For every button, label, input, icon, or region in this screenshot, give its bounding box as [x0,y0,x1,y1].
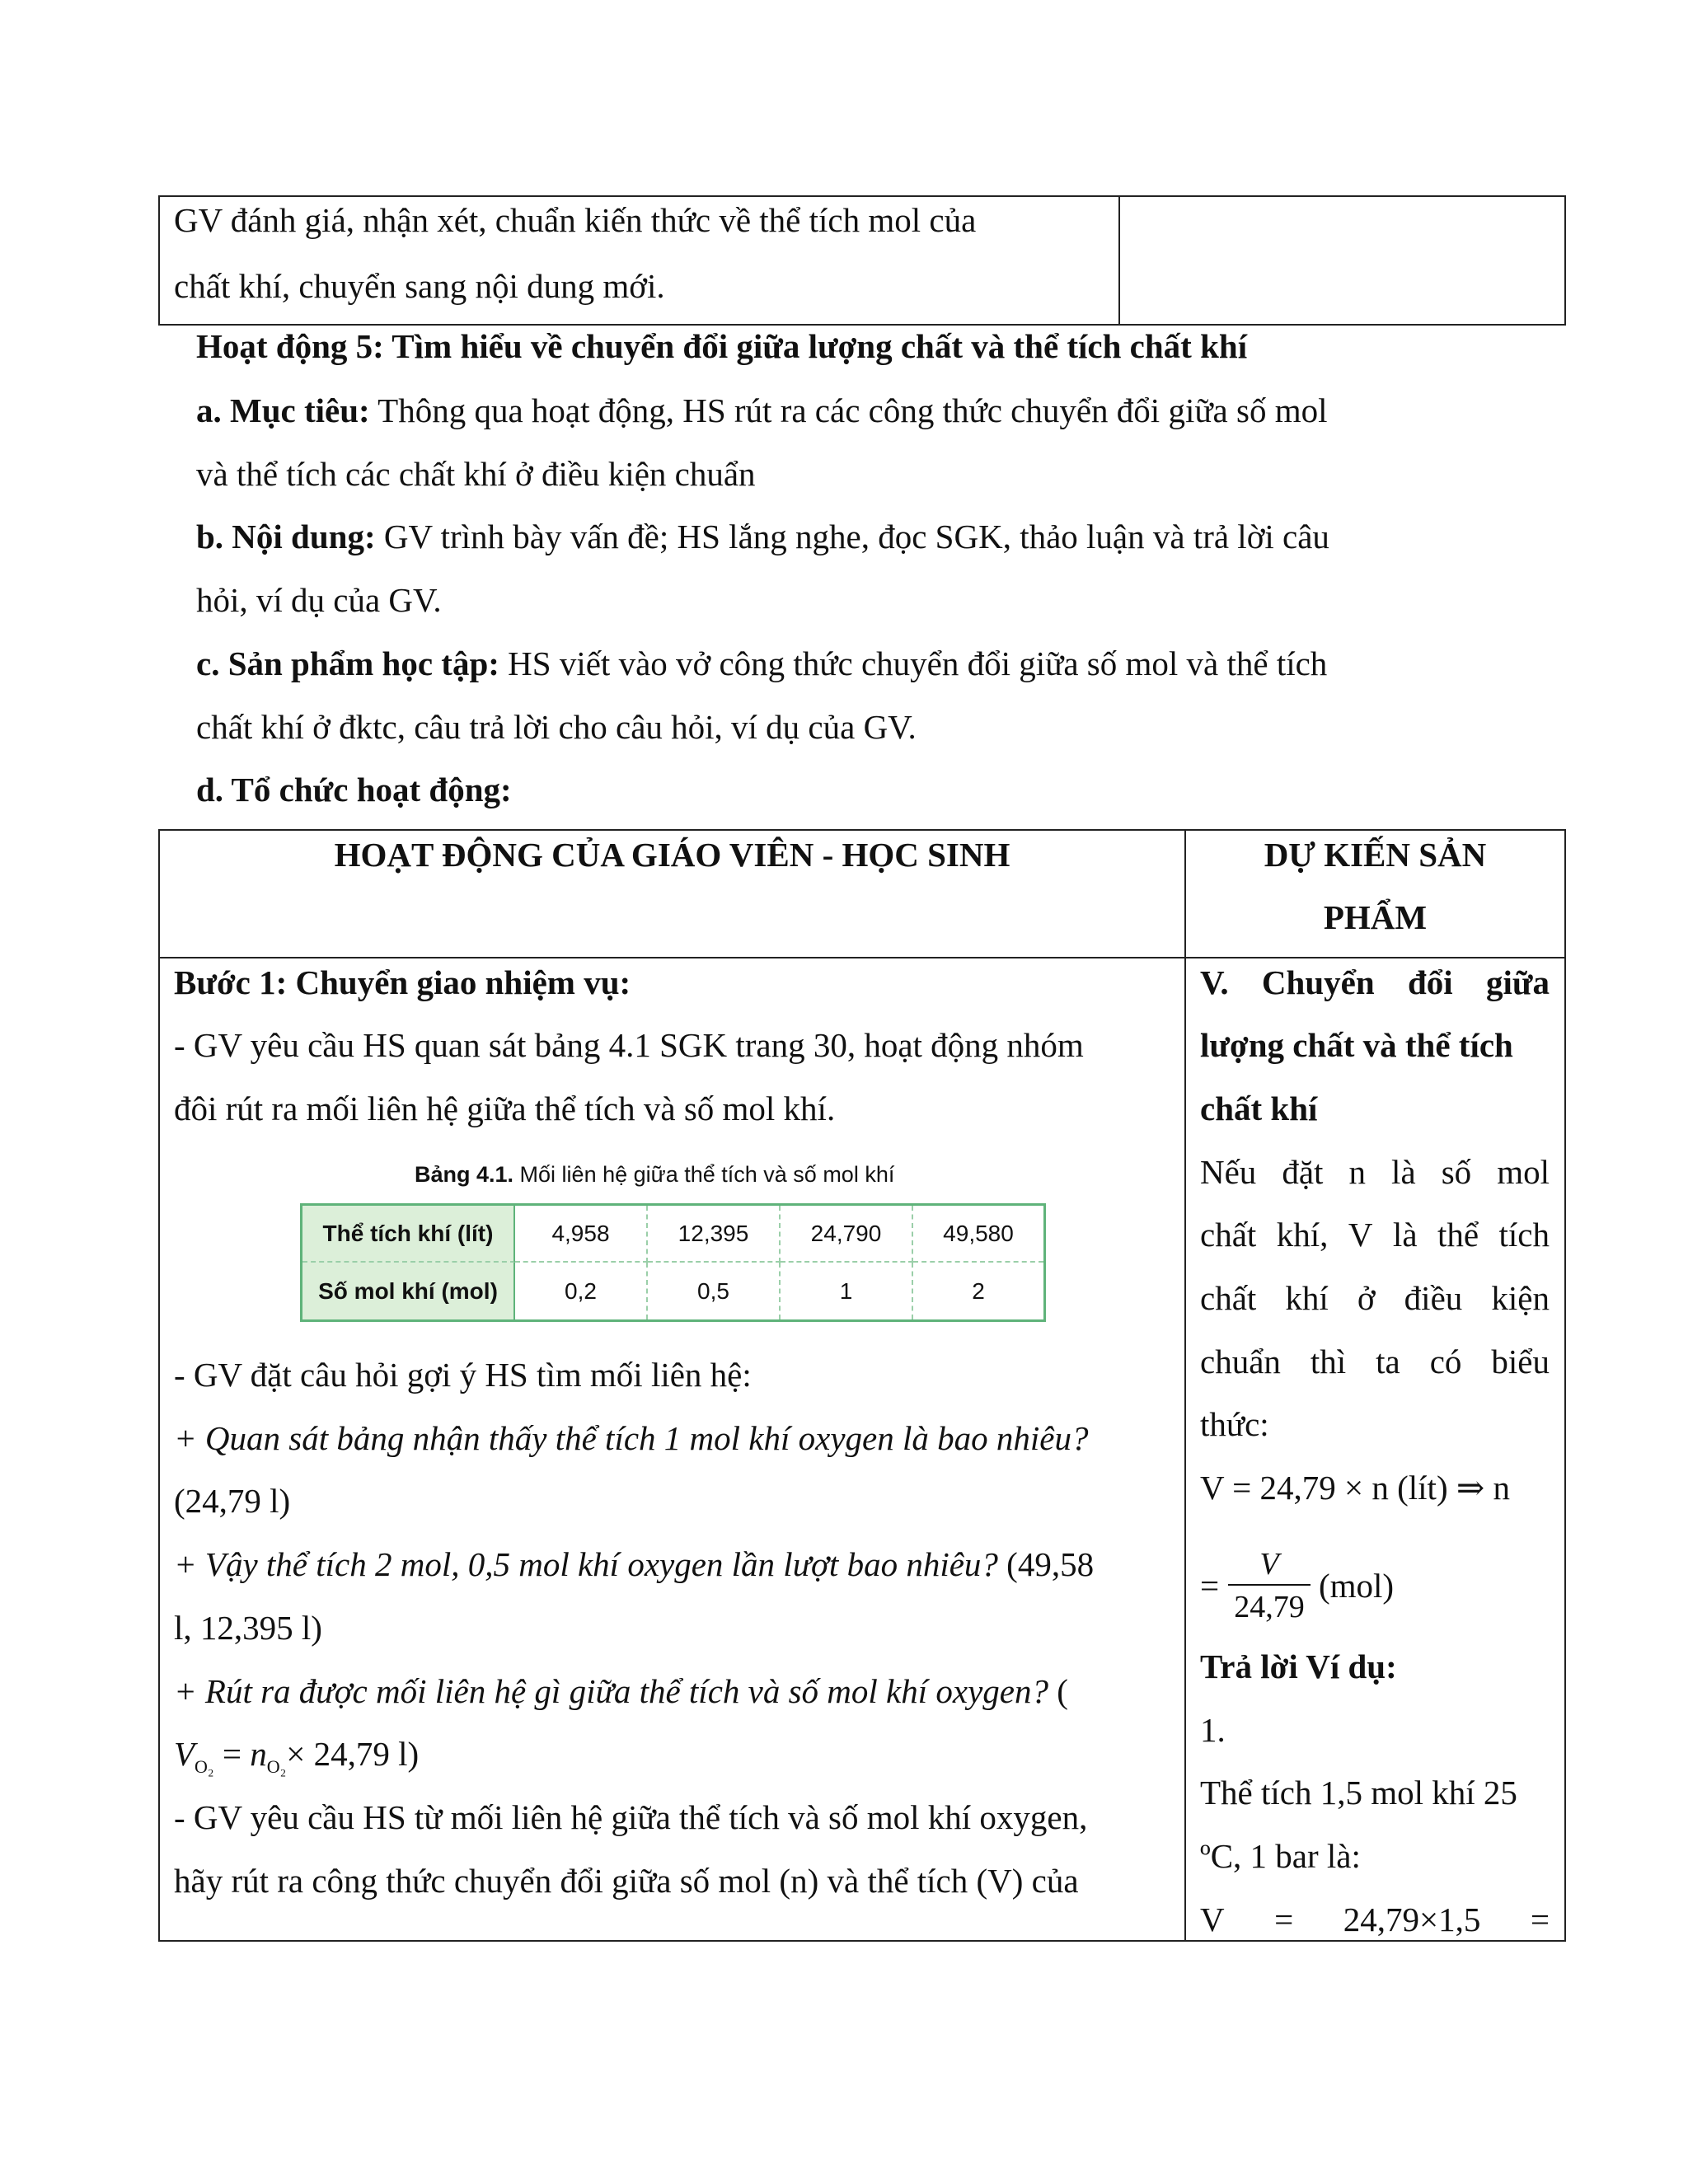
answer-1: (24,79 l) [174,1482,291,1520]
answer-3a: ( [1048,1672,1068,1710]
word: chất [1200,1279,1257,1317]
muc-tieu-line-1 [196,391,1328,429]
formula-n: n [250,1735,267,1773]
header-right-line-1: DỰ KIẾN SẢN [1264,836,1487,874]
word: chuẩn [1200,1343,1281,1380]
word: 24,79×1,5 [1343,1900,1481,1938]
word: thể [1437,1216,1479,1254]
word: là [1391,1153,1416,1191]
muc-tieu-label: a. Mục tiêu: [196,391,370,429]
question-3: + Rút ra được mối liên hệ gì giữa thể tích và số mol khí oxygen? [174,1672,1048,1710]
left-line-5: hãy rút ra công thức chuyển đổi giữa số mol (n) và thể tích (V) của [174,1862,1079,1900]
formula-fraction [1228,1546,1311,1629]
question-2-line [174,1545,1095,1583]
book-table-cell: 12,395 [648,1206,781,1263]
book-table-cell: 49,580 [913,1206,1043,1263]
word: ta [1376,1343,1400,1380]
word: = [1530,1900,1550,1938]
san-pham-line-2: chất khí ở đktc, câu trả lời cho câu hỏi, ví dụ của GV. [196,708,917,746]
word: V [1200,1900,1225,1938]
word: khí [1285,1279,1329,1317]
word: điều [1404,1279,1463,1317]
word: kiện [1491,1279,1550,1317]
right-para-line-4 [1200,1345,1550,1379]
word: có [1429,1343,1462,1380]
answer-label: Trả lời Ví dụ: [1200,1647,1397,1685]
example-line-2: ºC, 1 bar là: [1200,1837,1361,1875]
formula-sub-o2-n: O₂ [266,1756,287,1778]
left-line-4: - GV yêu cầu HS từ mối liên hệ giữa thể tích và số mol khí oxygen, [174,1798,1088,1836]
formula-eq: = [213,1735,251,1773]
main-table-header-divider [158,957,1566,958]
word: khí, [1276,1216,1329,1254]
word: V [1348,1216,1373,1254]
san-pham-text: HS viết vào vở công thức chuyển đổi giữa số mol và thể tích [499,644,1328,682]
book-table [300,1203,1046,1322]
right-para-line-5: thức: [1200,1405,1269,1443]
question-2: + Vậy thể tích 2 mol, 0,5 mol khí oxygen lần lượt bao nhiêu? [174,1545,998,1583]
word: thì [1310,1343,1347,1380]
book-table-title-bold: Bảng 4.1. [415,1162,514,1187]
formula-rest: × 24,79 l) [286,1735,420,1773]
book-table-cell: 0,2 [515,1263,648,1319]
san-pham-line-1 [196,644,1328,682]
san-pham-label: c. Sản phẩm học tập: [196,644,499,682]
fraction-numerator: V [1259,1547,1279,1582]
top-table-line-1: GV đánh giá, nhận xét, chuẩn kiến thức về thể tích mol của [174,201,977,239]
right-para-line-3 [1200,1279,1550,1317]
book-table-title-rest: Mối liên hệ giữa thể tích và số mol khí [513,1162,895,1187]
right-title-line-1 [1200,963,1550,1001]
right-title-line-2: lượng chất và thể tích [1200,1026,1513,1064]
muc-tieu-line-2: và thể tích các chất khí ở điều kiện chuẩn [196,455,756,493]
book-table-cell: 24,790 [781,1206,913,1263]
top-table-line-2: chất khí, chuyển sang nội dung mới. [174,267,665,305]
header-right-line-2: PHẨM [1323,898,1428,936]
oxygen-formula [174,1737,419,1776]
word: = [1274,1900,1294,1938]
right-title-word: giữa [1485,963,1550,1001]
right-title-word: Chuyển [1261,963,1375,1001]
noi-dung-text: GV trình bày vấn đề; HS lắng nghe, đọc SGK, thảo luận và trả lời câu [375,518,1329,555]
word: tích [1498,1216,1550,1254]
right-title-word: đổi [1407,963,1453,1001]
formula-v: V [174,1735,195,1773]
formula-line-1: V = 24,79 × n (lít) ⇒ n [1200,1469,1510,1507]
book-table-cell: 1 [781,1263,913,1319]
answer-2b: l, 12,395 l) [174,1609,322,1647]
fraction-bar [1228,1584,1311,1586]
noi-dung-line-1 [196,520,1329,554]
book-table-cell: 0,5 [648,1263,781,1319]
noi-dung-line-2: hỏi, ví dụ của GV. [196,581,442,619]
formula-mol: (mol) [1319,1567,1395,1605]
formula-sub-o2: O₂ [195,1756,214,1778]
top-table-divider [1118,195,1120,326]
activity-heading: Hoạt động 5: Tìm hiểu về chuyển đổi giữa lượng chất và thể tích chất khí [196,327,1248,365]
word: số [1441,1153,1472,1191]
word: Nếu [1200,1153,1257,1191]
word: ở [1357,1279,1376,1317]
question-3-line [174,1672,1068,1710]
book-table-cell: 4,958 [515,1206,648,1263]
book-table-row2-label: Số mol khí (mol) [302,1263,515,1319]
to-chuc-heading: d. Tổ chức hoạt động: [196,771,512,808]
right-para-line-1 [1200,1155,1550,1189]
left-line-1: - GV yêu cầu HS quan sát bảng 4.1 SGK trang 30, hoạt động nhóm [174,1026,1084,1064]
book-table-row1-label: Thể tích khí (lít) [302,1206,515,1263]
muc-tieu-text: Thông qua hoạt động, HS rút ra các công thức chuyển đổi giữa số mol [369,391,1328,429]
example-line-3 [1200,1900,1550,1938]
left-line-2: đôi rút ra mối liên hệ giữa thể tích và số mol khí. [174,1090,836,1127]
answer-2a: (49,58 [997,1545,1095,1583]
noi-dung-label: b. Nội dung: [196,518,376,555]
right-title-line-3: chất khí [1200,1090,1318,1127]
left-line-3: - GV đặt câu hỏi gợi ý HS tìm mối liên hệ: [174,1356,752,1394]
header-left: HOẠT ĐỘNG CỦA GIÁO VIÊN - HỌC SINH [334,836,1010,874]
word: n [1348,1153,1366,1191]
word: mol [1497,1153,1550,1191]
word: là [1392,1216,1418,1254]
word: chất [1200,1216,1257,1254]
word: biểu [1491,1343,1550,1380]
example-line-1: Thể tích 1,5 mol khí 25 [1200,1774,1517,1811]
question-1: + Quan sát bảng nhận thấy thể tích 1 mol khí oxygen là bao nhiêu? [174,1419,1089,1457]
book-table-cell: 2 [972,1277,985,1304]
fraction-denominator: 24,79 [1234,1590,1305,1624]
example-number: 1. [1200,1711,1226,1749]
book-table-title [415,1162,894,1188]
formula-equals: = [1200,1567,1220,1605]
word: đặt [1282,1153,1324,1191]
step-1-heading: Bước 1: Chuyển giao nhiệm vụ: [174,963,631,1001]
main-table-column-divider [1184,829,1186,1942]
right-title-word: V. [1200,963,1229,1001]
right-para-line-2 [1200,1218,1550,1252]
